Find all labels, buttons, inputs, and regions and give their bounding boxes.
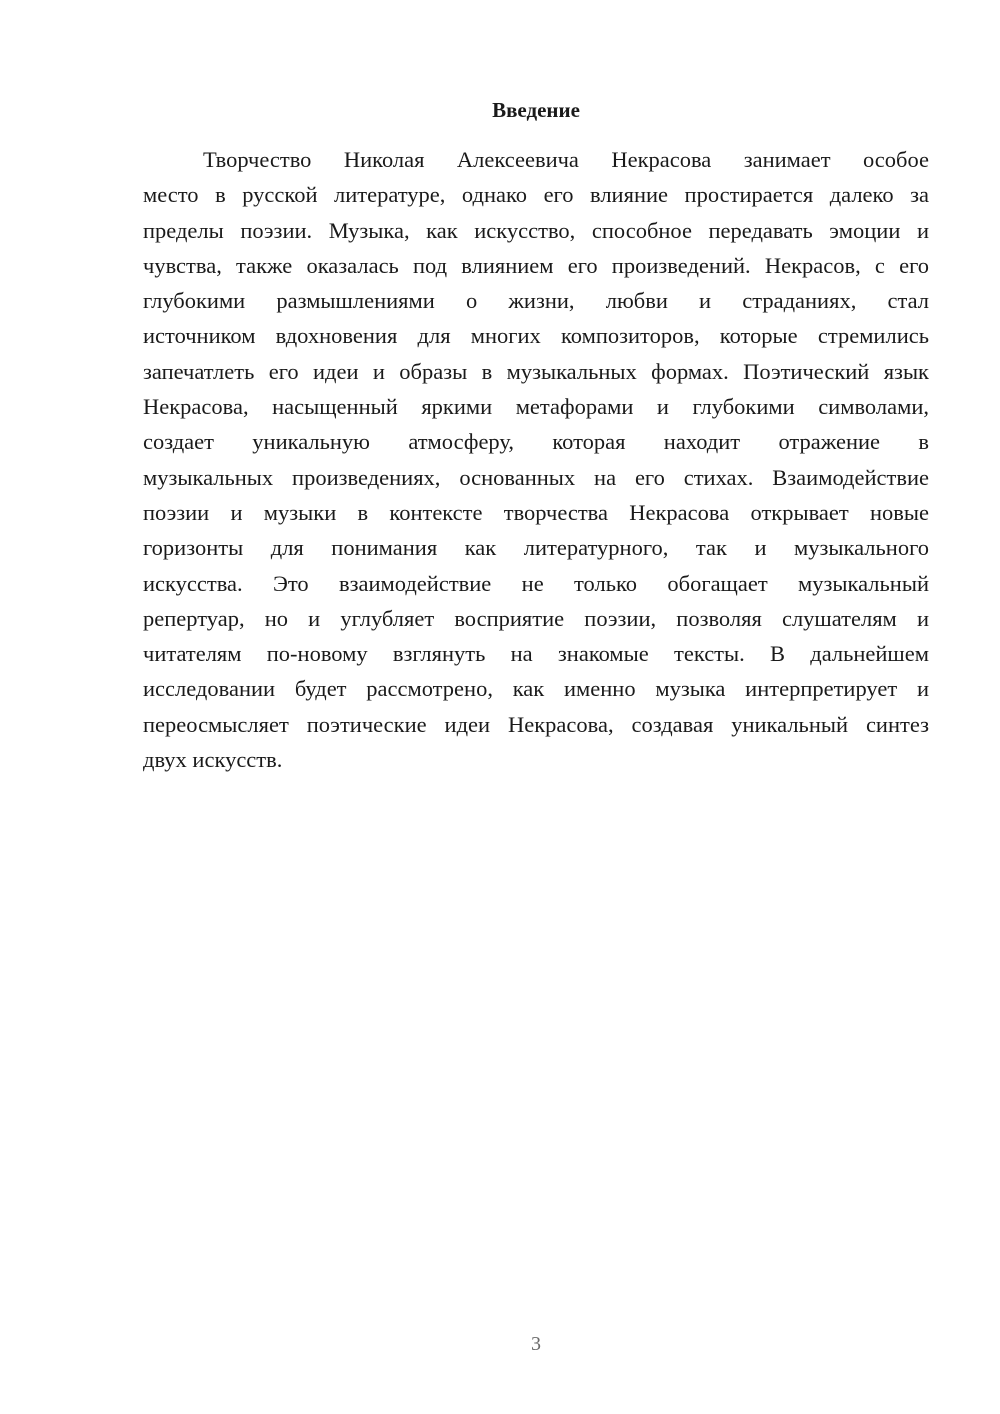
paragraph-line: горизонты для понимания как литературного, так и музыкального bbox=[143, 535, 929, 561]
paragraph-line: исследовании будет рассмотрено, как именно музыка интерпретирует и bbox=[143, 676, 929, 702]
section-title: Введение bbox=[492, 98, 580, 122]
paragraph-line: пределы поэзии. Музыка, как искусство, способное передавать эмоции и bbox=[143, 217, 929, 243]
paragraph-line: источником вдохновения для многих композиторов, которые стремились bbox=[143, 323, 929, 349]
page-number: 3 bbox=[531, 1333, 541, 1355]
paragraph-line: переосмысляет поэтические идеи Некрасова, создавая уникальный синтез bbox=[143, 711, 929, 737]
paragraph-line: двух искусств. bbox=[143, 747, 283, 773]
paragraph-line: создает уникальную атмосферу, которая находит отражение в bbox=[143, 429, 929, 455]
paragraph-line: глубокими размышлениями о жизни, любви и страданиях, стал bbox=[143, 288, 929, 314]
paragraph-line: музыкальных произведениях, основанных на его стихах. Взаимодействие bbox=[143, 464, 929, 490]
paragraph-line: читателям по-новому взглянуть на знакомые тексты. В дальнейшем bbox=[143, 641, 929, 667]
paragraph-line: запечатлеть его идеи и образы в музыкальных формах. Поэтический язык bbox=[143, 358, 929, 384]
paragraph-line: Некрасова, насыщенный яркими метафорами и глубокими символами, bbox=[143, 394, 929, 420]
paragraph-line: Творчество Николая Алексеевича Некрасова занимает особое bbox=[203, 147, 929, 172]
paragraph-line: репертуар, но и углубляет восприятие поэзии, позволяя слушателям и bbox=[143, 605, 929, 631]
paragraph-line: чувства, также оказалась под влиянием его произведений. Некрасов, с его bbox=[143, 252, 929, 278]
paragraph-line: место в русской литературе, однако его влияние простирается далеко за bbox=[143, 182, 929, 208]
body-paragraph bbox=[143, 142, 929, 777]
paragraph-line: поэзии и музыки в контексте творчества Некрасова открывает новые bbox=[143, 499, 929, 525]
paragraph-line: искусства. Это взаимодействие не только обогащает музыкальный bbox=[143, 570, 929, 596]
